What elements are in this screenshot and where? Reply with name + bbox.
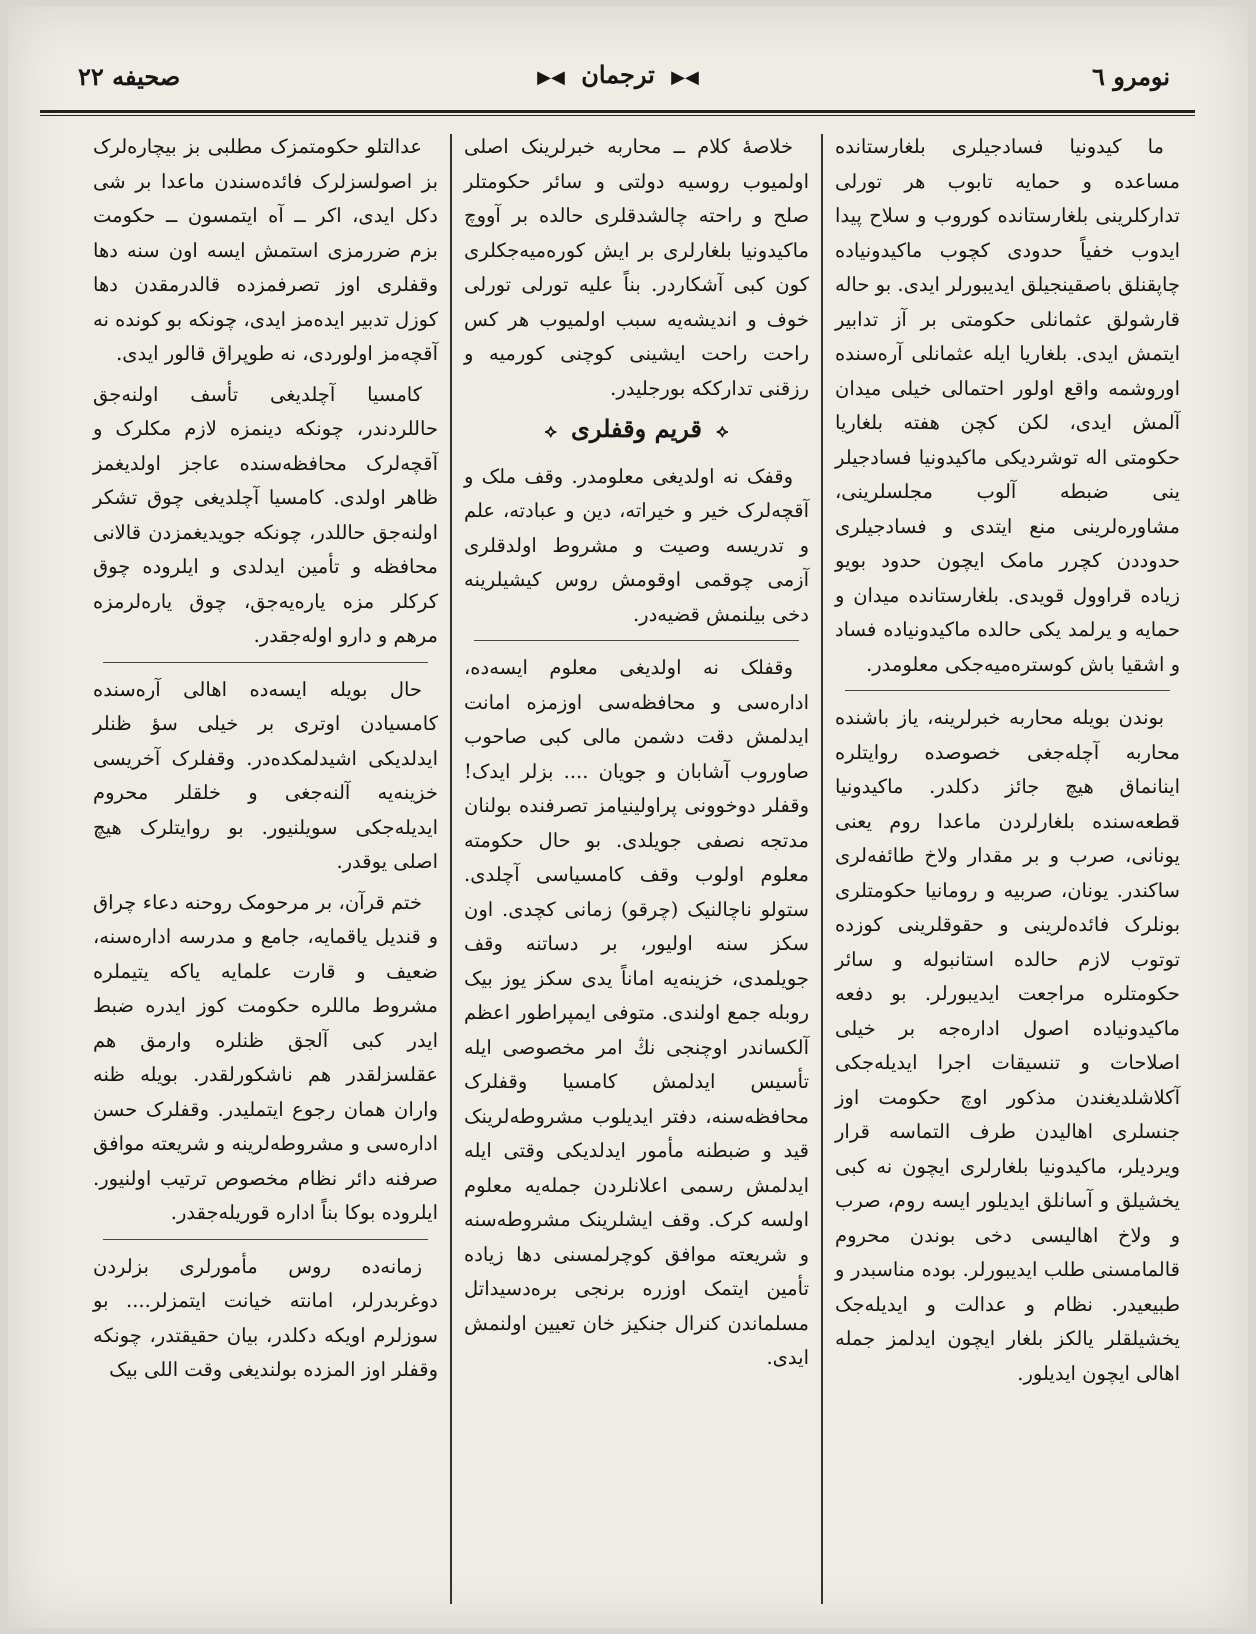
column-rule — [821, 134, 823, 1604]
section-heading — [464, 412, 809, 450]
page-number: صحیفه ۲۲ — [78, 62, 181, 91]
column-middle — [452, 130, 821, 1610]
issue-number: نومرو ٦ — [1091, 62, 1170, 91]
paragraph: وقفلک نه اولدیغی معلوم ایسه‌ده، اداره‌سی و محافظه‌سی اوزمزه امانت ایدلمش دقت دشمن مالی کبی صاحوب صاوروب آشابان و جویان .... بزلر ایدک! وقفلر دوخوونی پراولینیامز تصرفنده بولنان مدتجه نصفی جویلدی. بو حال حکومته معلوم اولوب وقف کامسیاسی آچلدی. ستولو ناچالنیک (چرقو) زمانی کچدی. اون سکز سنه اولیور، بر دساتنه وقف جویلمدی، خزینه‌یه اماناً یدی سکز یوز بیک روبله جمع اولندی. متوفی ایمپراطور اعظم آلکساندر اوچنجی نڭ امر مخصوصی ایله تأسیس ایدلمش کامسیا وقفلرک محافظه‌سنه، دفتر ایدیلوب مشروطه‌لرینک قید و ضبطنه مأمور ایدلدیکی وقتی ایله ایدلمش رسمی اعلانلردن جمله‌یه معلوم اولسه کرک. وقف ایشلرینک مشروطه‌سنه و شریعته موافق کوچرلمسنی دها زیاده تأمین ایتمک اوزره برنجی بره‌دسیداتل مسلماندن کنرال جنکیز خان تعیین اولنمش ایدی. — [464, 656, 809, 1369]
divider — [474, 640, 799, 641]
ornament-icon: ◀▶ — [537, 67, 565, 88]
paragraph: بوندن بویله محاربه خبرلرینه، یاز باشنده محاربه آچله‌جغی خصوصده روایتلره اینانماق هیچ جائز دکلدر. ماکیدونیا قطعه‌سنده بلغارلردن ماعدا روم یعنی یونانی، صرب و بر مقدار ولاخ طائفه‌لری ساکندر. یونان، صربیه و رومانیا حکومتلری بونلرک فائده‌لرینی و حقوقلرینی کوزده توتوب لازم حالده استانبوله و سائر حکومتلره مراجعت ایدیبورلر. بو دفعه ماکیدونیاده اصول اداره‌جه بر خیلی اصلاحات و تنسیقات اجرا ایدیله‌جکی آکلاشلدیغندن مذکور اوچ حکومت اوز جنسلری اهالیدن طرف التماسه قرار ویردیلر، ماکیدونیا بلغارلری ایچون نه کبی یخشیلق و آسانلق ایدیلور ایسه روم، صرب و ولاخ اهالیسی دخی بوندن محروم قالمامسنی طلب ایدیبورلر. بوده مناسبدر و طبیعیدر. نظام و عدالت و ایدیله‌جک یخشیلقلر یالکز بلغار ایچون ایدلمز جمله اهالی ایچون ایدیلور. — [835, 706, 1180, 1385]
paragraph: ما کیدونیا فسادجیلری بلغارستانده مساعده و حمایه تابوب هر تورلی تدارکلرینی بلغارستانده کوروب و سلاح پیدا ایدوب خفیاً حدودی کچوب ماکیدونیاده چاپقنلق باصقینجیلق ایدیبورلر ایدی. بو حاله قارشولق عثمانلی حکومتی بر آز تدابیر ایتمش ایدی. بلغاریا ایله عثمانلی آره‌سنده اوروشمه واقع اولور احتمالی خیلی میدان آلمش ایدی، لکن کچن هفته بلغاریا حکومتی اله توشردیکی ماکیدونیا فسادجیلر ینی ضبطه آلوب مجلسلرینی، مشاورەلرینی منع ایتدی و فسادجیلری حدوددن کچرر مامک ایچون حدود بویو زیاده قراوول قویدی. بلغارستانده میدان و حمایه و یرلمد یکی حالده ماکیدونیاده فساد و اشقیا باش کوستره‌میه‌جکی معلومدر. — [835, 135, 1180, 676]
ornament-icon: ⟡ — [544, 421, 557, 442]
divider — [845, 690, 1170, 691]
newspaper-masthead — [38, 60, 1198, 89]
paragraph: حال بویله ایسه‌ده اهالی آره‌سنده کامسیادن اوتری بر خیلی سؤ ظنلر ایدلدیکی اشیدلمکده‌در. وقفلرک آخریسی خزینه‌یه آلنه‌جغی و خلقلر محروم ایدیله‌جکی سویلنیور. بو روایتلرک هیچ اصلی یوقدر. — [93, 677, 438, 873]
divider — [103, 662, 428, 663]
newspaper-page — [8, 6, 1248, 1628]
ornament-icon: ◀▶ — [671, 67, 699, 88]
paragraph: زمانه‌ده روس مأمورلری بزلردن دوغربدرلر، امانته خیانت ایتمزلر.... بو سوزلرم اویکه دکلدر، بیان حقیقتدر، چونکه وقفلر اوز المزده بولندیغی وقت اللی بیک — [93, 1254, 438, 1381]
paragraph: ختم قرآن، بر مرحومک روحنه دعاء چراق و قندیل یاقمایه، جامع و مدرسه اداره‌سنه، ضعیف و قارت علمایه یاکه یتیملره مشروط ماللره حکومت کوز ایدره ضبط ایدر کبی آلجق ظنلره وارمق هم عقلسزلقدر هم ناشکورلقدر. بویله ظنه واران همان رجوع ایتملیدر. وقفلرک حسن اداره‌سی و مشروطه‌لرینه و شریعته موافق صرفنه دائر نظام مخصوص ترتیب اولنیور. ایلروده بوکا بناً اداره قوریله‌جقدر. — [93, 890, 438, 1224]
paragraph: عدالتلو حکومتمزک مطلبی بز بیچاره‌لرک بز اصولسزلرک فائده‌سندن ماعدا بر شی دکل ایدی، اکر ــ آه ایتمسون ــ حکومت بزم ضررمزی استمش ایسه اون سنه دها وقفلری اوز تصرفمزده قالدرمقدن دها کوزل تدبیر ایده‌مز ایدی، چونکه بو کونده نه آقچه‌مز اولوردی، نه طوپراق قالور ایدی. — [93, 135, 438, 365]
header-rule — [40, 110, 1195, 116]
paragraph: کامسیا آچلدیغی تأسف اولنه‌جق حاللردندر، چونکه دینمزه لازم مکلرک و آقچه‌لرک محافظه‌سنده عاجز اولدیغمز ظاهر اولدی. کامسیا آچلدیغی چوق تشکر اولنه‌جق حاللدر، چونکه جویدیغمزدن قالانی محافظه و تأمین ایدلدی و ایلروده چوق کرکلر مزه یاره‌یه‌جق، چوق یاره‌لرمزه مرهم و دارو اوله‌جقدر. — [93, 382, 438, 647]
column-left — [81, 130, 450, 1610]
divider — [103, 1239, 428, 1240]
paragraph: خلاصهٔ کلام ــ محاربه خبرلرینک اصلی اولمیوب روسیه دولتی و سائر حکومتلر صلح و راحته چالشدقلری حالده بر آووچ ماکیدونیا بلغارلری بر ایش کوره‌میه‌جکلری کون کبی آشکاردر. بناً علیه تورلی تورلی خوف و اندیشه‌یه سبب اولمیوب هر کس راحت راحت ایشینی کوچنی کورمیه و رزقنی تدارککه بورجلیدر. — [464, 135, 809, 400]
column-right — [823, 130, 1192, 1610]
newspaper-title: ترجمان — [581, 60, 655, 89]
column-rule — [450, 134, 452, 1604]
ornament-icon: ⟡ — [716, 421, 729, 442]
paragraph: وقفک نه اولدیغی معلومدر. وقف ملک و آقچه‌لرک خیر و خیراته، دین و عبادته، علم و تدریسه وصیت و مشروط اولدقلری آزمی چوقمی اوقومش روس کیشیلرینه دخی بیلنمش قضیه‌در. — [464, 464, 809, 626]
text-columns — [42, 130, 1192, 1610]
page-header — [38, 58, 1198, 104]
section-title: قریم وقفلری — [571, 414, 702, 443]
